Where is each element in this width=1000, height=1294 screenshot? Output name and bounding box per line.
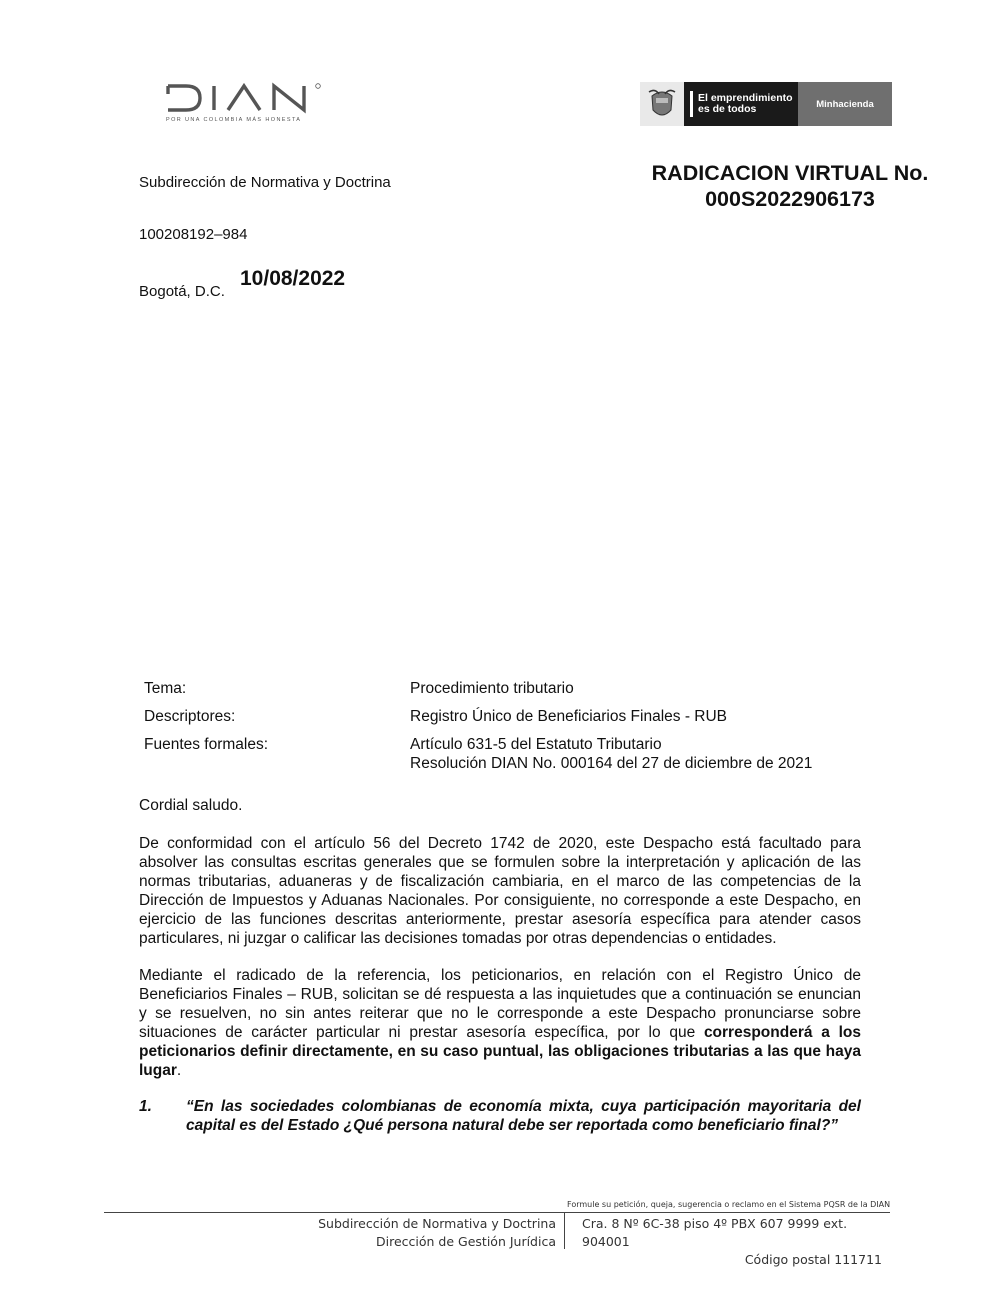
radicacion-number	[620, 160, 960, 212]
fuentes-value-1: Artículo 631-5 del Estatuto Tributario	[410, 736, 662, 753]
question-number: 1.	[139, 1098, 152, 1115]
greeting: Cordial saludo.	[139, 797, 243, 814]
descriptores-label: Descriptores:	[144, 708, 236, 725]
topic-row	[144, 735, 864, 773]
dian-logo	[164, 80, 324, 128]
fuentes-value-2: Resolución DIAN No. 000164 del 27 de diciembre de 2021	[410, 755, 813, 772]
government-logo	[640, 82, 892, 126]
paragraph-2-text: Mediante el radicado de la referencia, los peticionarios, en relación con el Registro Único de Beneficiarios Finales – RUB, solicitan se dé respuesta a las inquietudes que a continuación se enuncian y se resuelven, no sin antes reiterar que no le corresponde a este Despacho pronunciarse sobre situaciones de carácter particular ni prestar asesoría específica, por lo que	[139, 967, 861, 1041]
topics-table	[144, 679, 864, 782]
paragraph-2-bold: corresponderá a los peticionarios definir directamente, en su caso puntual, las obligaciones tributarias a las que haya lugar	[139, 1024, 861, 1079]
footer-note: Formule su petición, queja, sugerencia o reclamo en el Sistema PQSR de la DIAN	[567, 1200, 891, 1209]
logo-tagline: POR UNA COLOMBIA MÁS HONESTA	[166, 117, 302, 123]
city: Bogotá, D.C.	[139, 283, 225, 300]
radicacion-title: RADICACION VIRTUAL No.	[651, 161, 929, 185]
tema-label: Tema:	[144, 680, 187, 697]
descriptores-value: Registro Único de Beneficiarios Finales - RUB	[410, 708, 728, 725]
footer-divider	[104, 1212, 890, 1213]
tema-value: Procedimiento tributario	[410, 680, 574, 697]
document-date: 10/08/2022	[240, 267, 346, 290]
paragraph-2	[139, 966, 861, 1080]
dian-wordmark-icon	[164, 80, 324, 114]
paragraph-1: De conformidad con el artículo 56 del Decreto 1742 de 2020, este Despacho está facultado para absolver las consultas escritas generales que se formulen sobre la interpretación y aplicación de las normas tributarias, aduaneras y de fiscalización cambiaria, en el marco de las competencias de la Dirección de Impuestos y Aduanas Nacionales. Por consiguiente, no corresponde a este Despacho, en ejercicio de las funciones descritas anteriormente, prestar asesoría específica para atender casos particulares, ni juzgar o calificar las decisiones tomadas por otras dependencias o entidades.	[139, 835, 861, 947]
footer-right	[582, 1215, 882, 1269]
question-text: “En las sociedades colombianas de economía mixta, cuya participación mayoritaria del capital es del Estado ¿Qué persona natural debe ser reportada como beneficiario final?”	[186, 1098, 861, 1134]
office-name: Subdirección de Normativa y Doctrina	[139, 174, 391, 191]
fuentes-label: Fuentes formales:	[144, 736, 269, 753]
footer-direction: Dirección de Gestión Jurídica	[376, 1234, 556, 1249]
footer-office: Subdirección de Normativa y Doctrina	[318, 1216, 556, 1231]
footer-vertical-divider	[564, 1213, 565, 1249]
radicacion-code: 000S2022906173	[705, 187, 875, 211]
footer-left	[250, 1215, 556, 1251]
paragraph-2-end: .	[176, 1062, 182, 1079]
government-slogan: El emprendimiento es de todos	[698, 92, 793, 115]
topic-row	[144, 707, 864, 726]
ministry-label: Minhacienda	[798, 82, 892, 126]
reference-number: 100208192–984	[139, 226, 248, 243]
topic-row	[144, 679, 864, 698]
footer-address: Cra. 8 Nº 6C-38 piso 4º PBX 607 9999 ext. 904001	[582, 1216, 848, 1249]
coat-of-arms-icon	[640, 82, 684, 126]
question-1	[139, 1097, 861, 1135]
footer-postal-code: Código postal 111711	[744, 1252, 882, 1267]
